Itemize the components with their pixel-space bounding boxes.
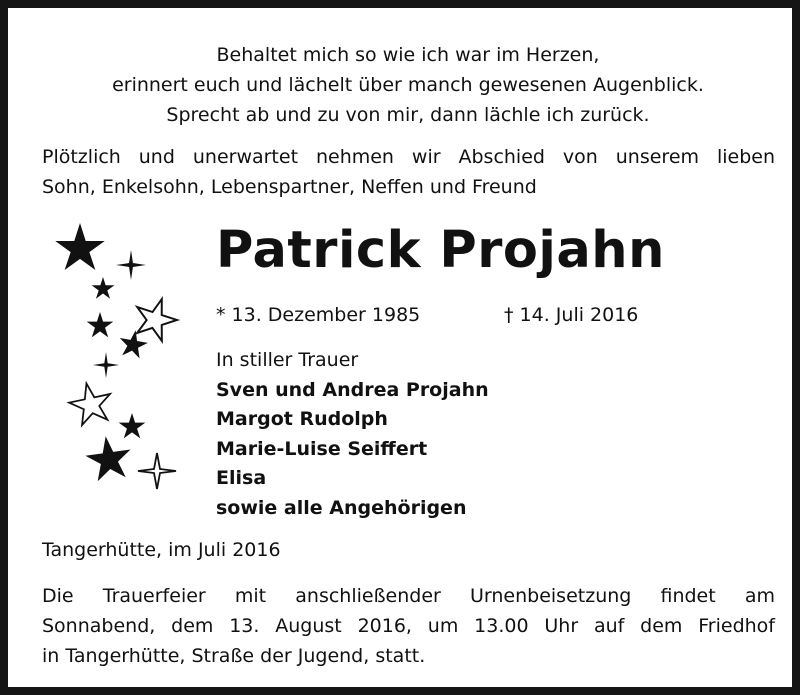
place-and-date: Tangerhütte, im Juli 2016 — [42, 539, 281, 561]
star-icon — [138, 453, 176, 489]
mourner-name: Elisa — [216, 467, 267, 489]
deceased-name: Patrick Projahn — [216, 221, 665, 280]
poem-line: Behaltet mich so wie ich war im Herzen, — [216, 44, 600, 66]
birth-date: * 13. Dezember 1985 — [216, 304, 421, 326]
star-icon — [83, 433, 134, 482]
star-icon — [119, 413, 146, 438]
mourner-name: sowie alle Angehörigen — [216, 496, 467, 519]
star-icon — [87, 312, 114, 337]
notice-line: Die Trauerfeier mit anschließender Urnenbeisetzung findet am — [42, 585, 775, 607]
notice-line: in Tangerhütte, Straße der Jugend, statt. — [42, 645, 426, 667]
star-icon — [117, 328, 150, 360]
stars-icon — [48, 213, 198, 498]
funeral-notice — [42, 581, 775, 671]
star-icon — [66, 379, 115, 427]
mourner-name: Marie-Luise Seiffert — [216, 437, 428, 460]
mourning-heading: In stiller Trauer — [216, 349, 359, 371]
star-icon — [116, 250, 146, 280]
poem — [28, 40, 788, 130]
star-icon — [93, 352, 119, 378]
star-icon — [130, 293, 182, 344]
mourner-name: Sven und Andrea Projahn — [216, 378, 489, 401]
intro-line: Plötzlich und unerwartet nehmen wir Abschied von unserem lieben — [42, 146, 775, 168]
star-icon — [92, 277, 115, 299]
death-date: † 14. Juli 2016 — [504, 304, 639, 326]
mourner-name: Margot Rudolph — [216, 408, 388, 430]
poem-line: Sprecht ab und zu von mir, dann lächle ich zurück. — [166, 104, 650, 126]
intro-text — [42, 142, 775, 202]
poem-line: erinnert euch und lächelt über manch gewesenen Augenblick. — [112, 74, 704, 96]
intro-line: Sohn, Enkelsohn, Lebenspartner, Neffen und Freund — [42, 176, 537, 198]
star-icon — [55, 223, 104, 270]
life-dates — [216, 300, 639, 330]
notice-line: Sonnabend, dem 13. August 2016, um 13.00 Uhr auf dem Friedhof — [42, 615, 775, 637]
mourners-list — [216, 346, 489, 523]
